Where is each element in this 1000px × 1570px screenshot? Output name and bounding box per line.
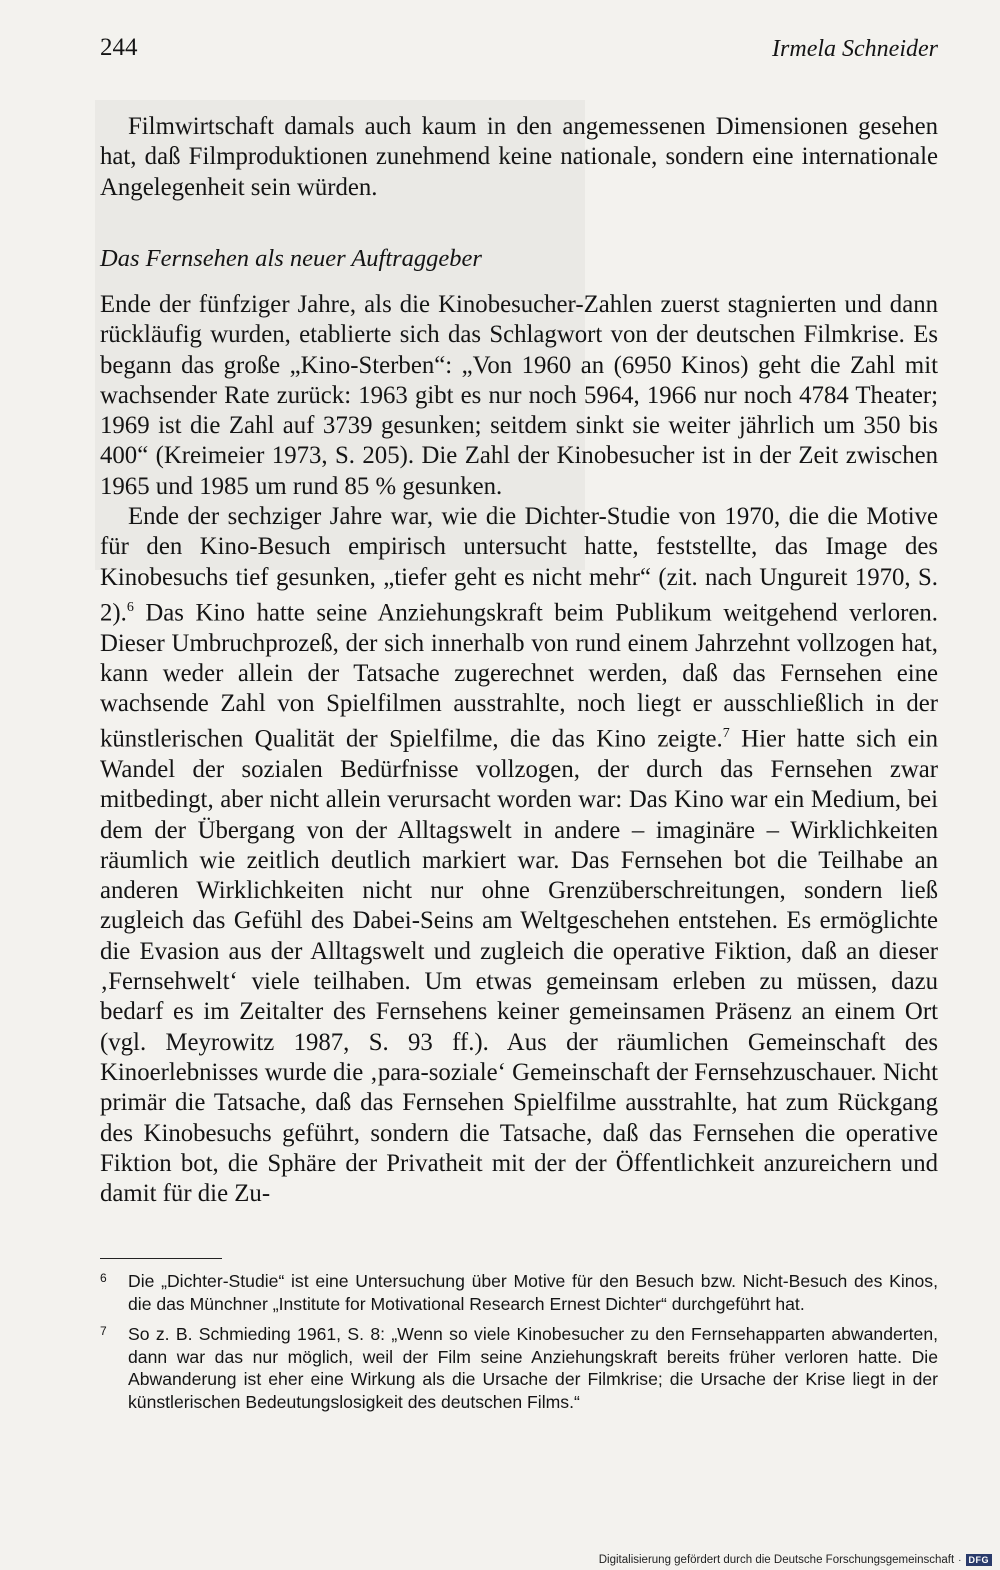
footnote-ref-6[interactable]: 6 — [126, 599, 134, 615]
footnote-7-number: 7 — [100, 1324, 107, 1339]
paragraph-0-text: Filmwirtschaft damals auch kaum in den angemessenen Dimensionen gesehen hat, daß Filmproduktionen zunehmend keine nationale, sondern eine internationale Angelegenheit sein würden. — [100, 113, 938, 201]
dfg-logo-icon: DFG — [966, 1554, 993, 1566]
paragraph-2-part-a: Ende der sechziger Jahre war, wie die Dichter-Studie von 1970, die die Motive für den Kino-Besuch empirisch untersucht hatte, feststellte, das Image des Kinobesuchs tief gesunken, „tiefer geht es nicht mehr“ (zit. nach Ungureit 1970, S. 2). — [100, 503, 938, 627]
paragraph-2 — [100, 502, 938, 1209]
footnote-6-text: Die „Dichter-Studie“ ist eine Untersuchung über Motive für den Besuch bzw. Nicht-Besuch des Kinos, die das Münchner „Institute for Motivational Research Ernest Dichter“ durchgeführt hat. — [128, 1271, 938, 1314]
page-number: 244 — [100, 34, 138, 61]
main-body — [100, 290, 938, 1209]
footnote-separator — [100, 1258, 222, 1259]
footnote-7 — [100, 1323, 938, 1413]
footer-separator: · — [958, 1554, 962, 1566]
footnote-6-number: 6 — [100, 1271, 107, 1285]
running-header-author: Irmela Schneider — [772, 36, 938, 62]
paragraph-continued — [100, 112, 938, 203]
footnote-ref-7[interactable]: 7 — [722, 726, 730, 742]
footnote-6 — [100, 1270, 938, 1315]
paragraph-2-part-c: Hier hatte sich ein Wandel der sozialen Bedürfnisse vollzogen, der durch das Fernsehen zwar mitbedingt, aber nicht allein verursacht worden war: Das Kino war ein Medium, bei dem der Übergang von der Alltagswelt in andere – imaginäre – Wirklichkeiten räumlich wie zeitlich deutlich markiert war. Das Fernsehen bot die Teilhabe an anderen Wirklichkeiten nicht nur ohne Grenzüberschreitungen, sondern ließ zugleich das Gefühl des Dabei-Seins am Weltgeschehen entstehen. Es ermöglichte die Evasion aus der Alltagswelt und zugleich die operative Fiktion, daß an dieser ‚Fernsehwelt‘ viele teilhaben. Um etwas gemeinsam erleben zu müssen, dazu bedarf es im Zeitalter des Fernsehens keiner gemeinsamen Präsenz an einem Ort (vgl. Meyrowitz 1987, S. 93 ff.). Aus der räumlichen Gemeinschaft des Kinoerlebnisses wurde die ‚para-soziale‘ Gemeinschaft der Fernsehzuschauer. Nicht primär die Tatsache, daß das Fernsehen Spielfilme ausstrahlte, hat zum Rückgang des Kinobesuchs geführt, sondern die Tatsache, daß das Fernsehen die operative Fiktion bot, die Sphäre der Privatheit mit der der Öffentlichkeit anzureichern und damit für die Zu- — [100, 725, 938, 1208]
digitization-footer — [599, 1554, 992, 1566]
paragraph-1: Ende der fünfziger Jahre, als die Kinobesucher-Zahlen zuerst stagnierten und dann rückläufig wurden, etablierte sich das Schlagwort von der deutschen Filmkrise. Es begann das große „Kino-Sterben“: „Von 1960 an (6950 Kinos) geht die Zahl mit wachsender Rate zurück: 1963 gibt es nur noch 5964, 1966 nur noch 4784 Theater; 1969 ist die Zahl auf 3739 gesunken; seitdem sinkt sie weiter jährlich um 350 bis 400“ (Kreimeier 1973, S. 205). Die Zahl der Kinobesucher ist in der Zeit zwischen 1965 und 1985 um rund 85 % gesunken. — [100, 291, 938, 500]
footnote-7-text: So z. B. Schmieding 1961, S. 8: „Wenn so viele Kinobesucher zu den Fernsehapparten abwanderten, dann war das nur möglich, weil der Film seine Anziehungskraft bereits früher verloren hatte. Die Abwanderung ist eher eine Wirkung als die Ursache der Filmkrise; die Ursache der Krise liegt in der künstlerischen Bedeutungslosigkeit des deutschen Films.“ — [128, 1324, 938, 1412]
footer-text: Digitalisierung gefördert durch die Deutsche Forschungsgemeinschaft — [598, 1554, 955, 1566]
paragraph-2-part-b: Das Kino hatte seine Anziehungskraft beim Publikum weitgehend verloren. Dieser Umbruchprozeß, der sich innerhalb von rund einem Jahrzehnt vollzogen hat, kann weder allein der Tatsache zugerechnet werden, daß das Fernsehen eine wachsende Zahl von Spielfilmen ausstrahlte, noch liegt er ausschließlich in der künstlerischen Qualität der Spielfilme, die das Kino zeigte. — [100, 599, 938, 753]
section-heading: Das Fernsehen als neuer Auftraggeber — [100, 245, 482, 272]
footnotes — [100, 1270, 938, 1422]
